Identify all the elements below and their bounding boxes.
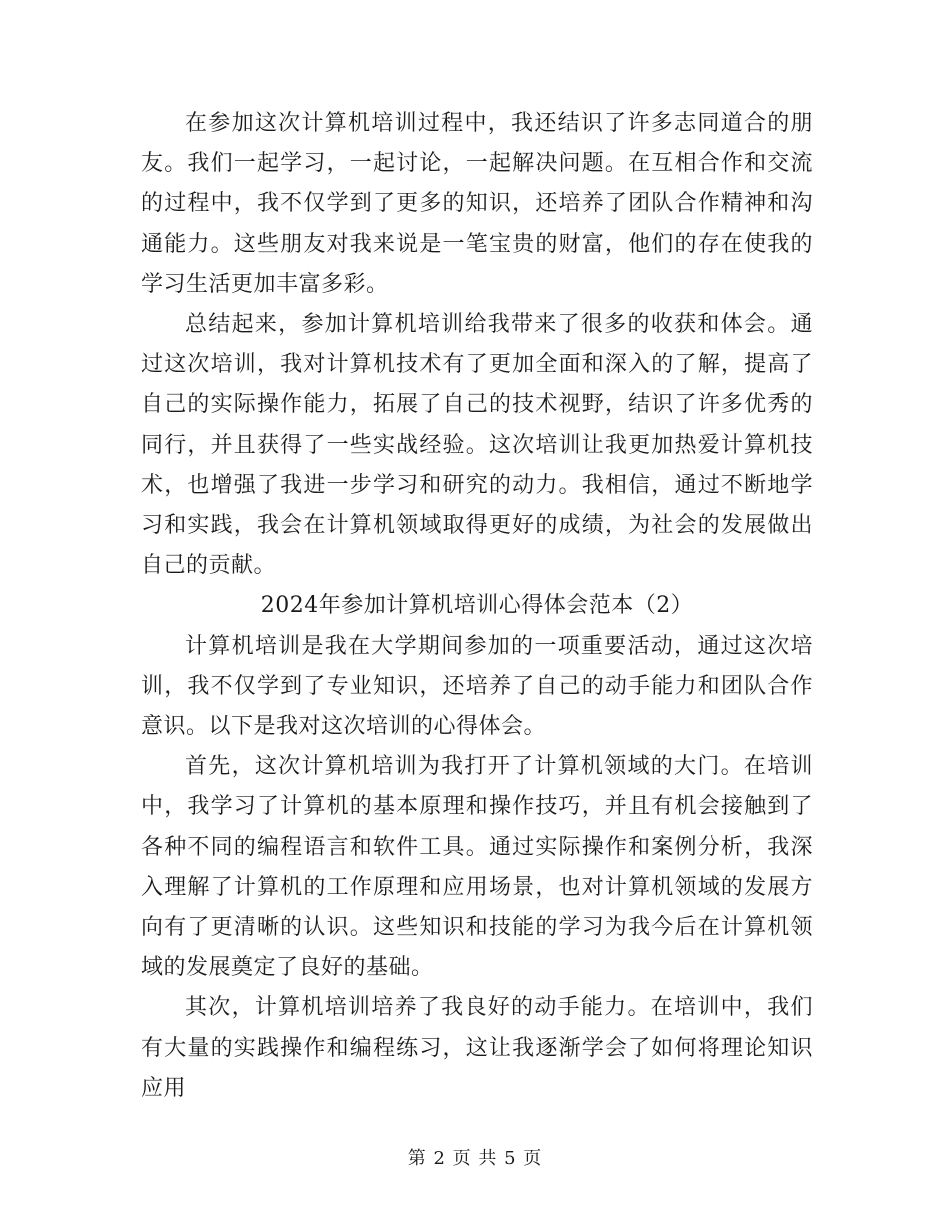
- section-title: 2024年参加计算机培训心得体会范本（2）: [260, 593, 694, 619]
- paragraph: 总结起来，参加计算机培训给我带来了很多的收获和体会。通过这次培训，我对计算机技术有了更加全面和深入的了解，提高了自己的实际操作能力，拓展了自己的技术视野，结识了许多优秀的同行，并且获得了一些实战经验。这次培训让我更加热爱计算机技术，也增强了我进一步学习和研究的动力。我相信，通过不断地学习和实践，我会在计算机领域取得更好的成绩，为社会的发展做出自己的贡献。: [141, 312, 813, 579]
- paragraph: 在参加这次计算机培训过程中，我还结识了许多志同道合的朋友。我们一起学习，一起讨论，一起解决问题。在互相合作和交流的过程中，我不仅学到了更多的知识，还培养了团队合作精神和沟通能力。这些朋友对我来说是一笔宝贵的财富，他们的存在使我的学习生活更加丰富多彩。: [141, 111, 813, 297]
- page-number-footer: 第 2 页 共 5 页: [407, 1148, 543, 1169]
- paragraph: 首先，这次计算机培训为我打开了计算机领域的大门。在培训中，我学习了计算机的基本原理和操作技巧，并且有机会接触到了各种不同的编程语言和软件工具。通过实际操作和案例分析，我深入理解了计算机的工作原理和应用场景，也对计算机领域的发展方向有了更清晰的认识。这些知识和技能的学习为我今后在计算机领域的发展奠定了良好的基础。: [141, 754, 813, 981]
- paragraph: 计算机培训是我在大学期间参加的一项重要活动，通过这次培训，我不仅学到了专业知识，还培养了自己的动手能力和团队合作意识。以下是我对这次培训的心得体会。: [141, 633, 813, 740]
- document-body: [141, 104, 813, 1109]
- paragraph: 其次，计算机培训培养了我良好的动手能力。在培训中，我们有大量的实践操作和编程练习，这让我逐渐学会了如何将理论知识应用: [141, 995, 813, 1101]
